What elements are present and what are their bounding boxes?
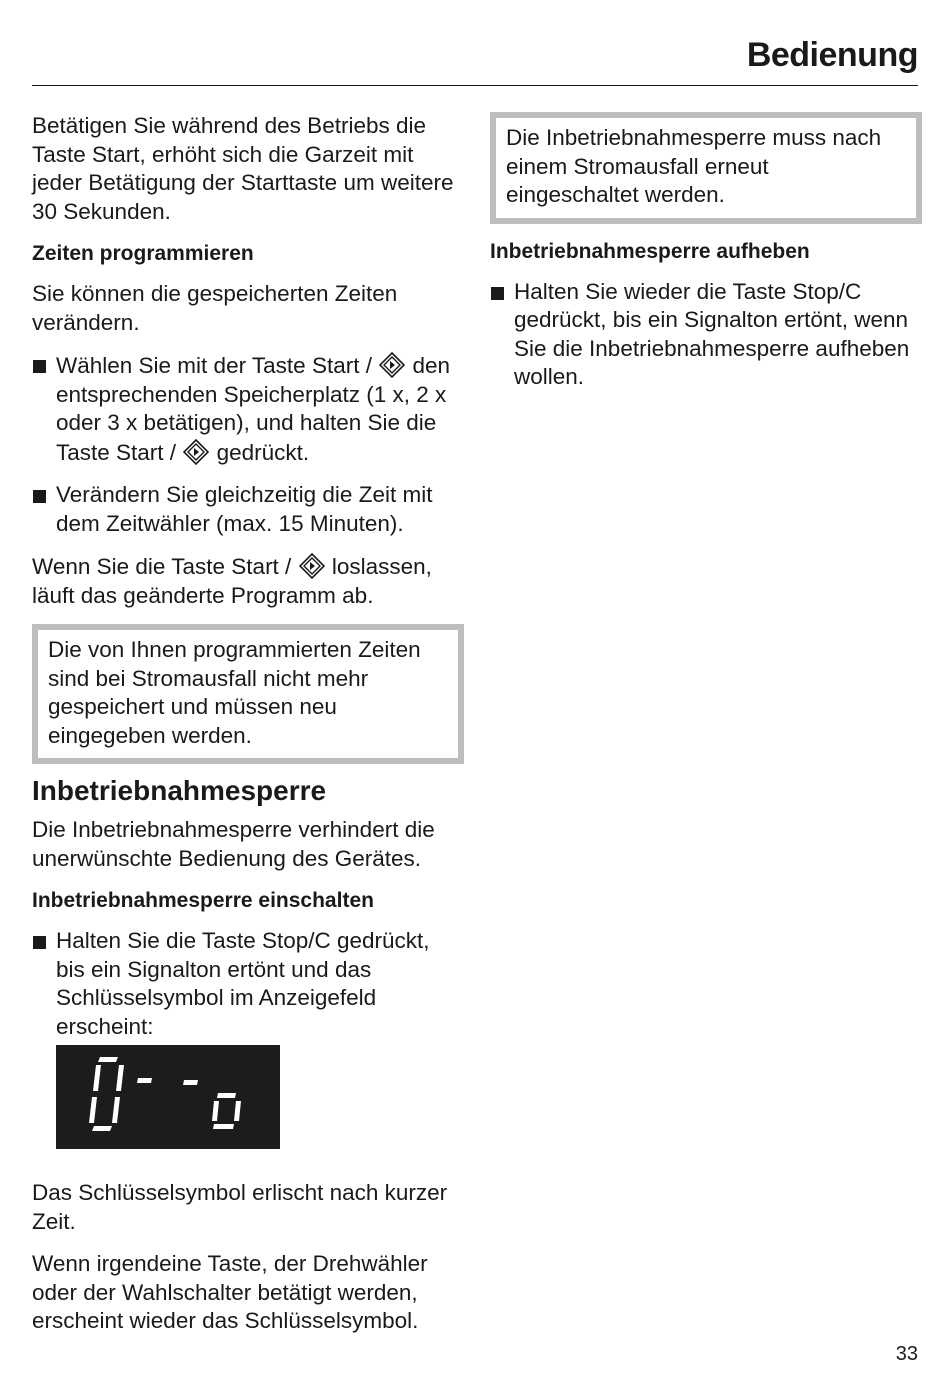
key-reappears-paragraph: Wenn irgendeine Taste, der Drehwähler oder der Wahlschalter betätigt werden, erscheint wieder das Schlüsselsymbol. [32,1251,428,1333]
left-column [32,112,464,1350]
bullet-square-icon [33,936,46,949]
release-text-part: loslassen, läuft das geänderte Programm ab. [32,554,432,608]
bullet-text [56,351,464,467]
bullet-text-part: Wählen Sie mit der Taste Start / [56,353,379,378]
intro-paragraph: Betätigen Sie während des Betriebs die Taste Start, erhöht sich die Garzeit mit jeder Betätigung der Starttaste um weitere 30 Sekunden. [32,113,454,224]
times-intro: Sie können die gespeicherten Zeiten verändern. [32,281,398,335]
lock-display-panel [56,1045,280,1149]
note-box [490,112,922,224]
note-box [32,624,464,764]
start-button-icon [182,438,210,466]
list-item [490,278,922,392]
bullet-text-part: gedrückt. [210,439,310,465]
release-paragraph [32,552,464,610]
page-number: 33 [895,1343,918,1365]
bullet-square-icon [33,490,46,503]
bullet-text: Halten Sie die Taste Stop/C gedrückt, bis ein Signalton ertönt und das Schlüsselsymbol im Anzeigefeld erscheint: [56,928,430,1039]
bullet-text: Verändern Sie gleichzeitig die Zeit mit dem Zeitwähler (max. 15 Minuten). [56,482,433,536]
right-column [490,112,922,406]
list-item [32,481,464,538]
times-heading: Zeiten programmieren [32,242,254,265]
bullet-square-icon [491,287,504,300]
start-button-icon [298,552,326,580]
note-text: Die Inbetriebnahmesperre muss nach einem Stromausfall erneut eingeschaltet werden. [506,125,882,207]
bullet-text: Halten Sie wieder die Taste Stop/C gedrückt, bis ein Signalton ertönt, wenn Sie die Inbetriebnahmesperre aufheben wollen. [514,278,910,389]
lock-off-heading: Inbetriebnahmesperre aufheben [490,239,810,263]
lock-heading: Inbetriebnahmesperre [32,775,327,806]
bullet-text-part: den entsprechenden Speicherplatz (1 x, 2 x oder 3 x betätigen), und halten Sie die Taste Start / [56,353,451,465]
list-item [32,927,464,1041]
page-title: Bedienung [746,36,918,74]
bullet-square-icon [33,360,46,373]
list-item [32,351,464,467]
start-button-icon [378,351,406,379]
key-expires-paragraph: Das Schlüsselsymbol erlischt nach kurzer Zeit. [32,1180,448,1234]
lock-on-heading: Inbetriebnahmesperre einschalten [32,889,374,912]
lock-key-display-icon [56,1045,280,1149]
header-divider [32,85,918,86]
release-text-part: Wenn Sie die Taste Start / [32,554,298,579]
note-text: Die von Ihnen programmierten Zeiten sind bei Stromausfall nicht mehr gespeichert und müssen neu eingegeben werden. [48,637,421,748]
lock-intro: Die Inbetriebnahmesperre verhindert die unerwünschte Bedienung des Gerätes. [32,817,435,871]
